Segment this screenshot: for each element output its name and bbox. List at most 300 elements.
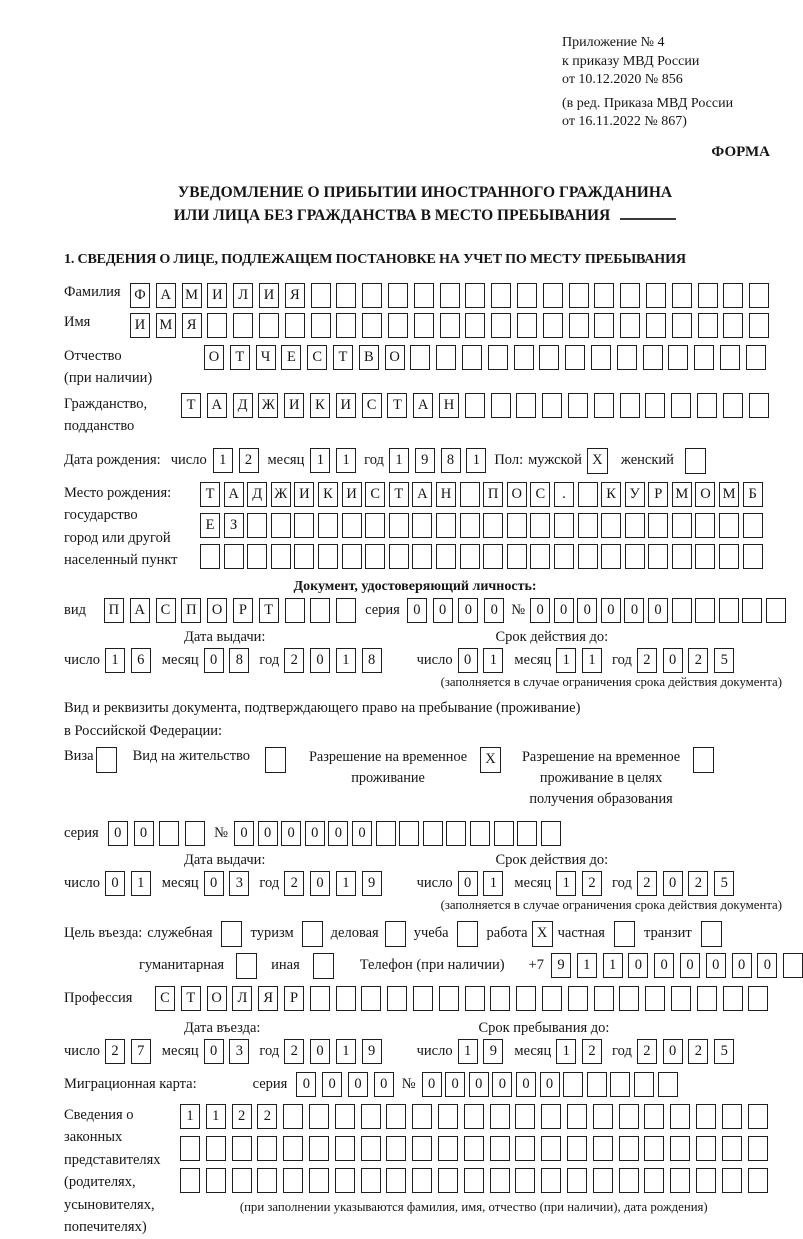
char-cell bbox=[436, 345, 456, 370]
char-cell: 2 bbox=[688, 871, 708, 896]
number-word: № bbox=[401, 1075, 416, 1092]
char-cell bbox=[697, 393, 717, 418]
stay-year-cells bbox=[637, 1039, 734, 1064]
char-cell bbox=[507, 513, 527, 538]
char-cell bbox=[436, 544, 456, 569]
char-cell bbox=[483, 544, 503, 569]
char-cell: 2 bbox=[232, 1104, 252, 1129]
representatives-row2-cells bbox=[180, 1136, 768, 1161]
char-cell: Ж bbox=[258, 393, 278, 418]
char-cell: 0 bbox=[663, 1039, 683, 1064]
char-cell: 0 bbox=[577, 598, 597, 623]
purpose-private-checkbox bbox=[614, 921, 635, 947]
char-cell bbox=[465, 283, 485, 308]
char-cell bbox=[388, 313, 408, 338]
year-word: год bbox=[612, 1042, 632, 1059]
char-cell: 0 bbox=[601, 598, 621, 623]
char-cell bbox=[648, 544, 668, 569]
char-cell bbox=[668, 345, 688, 370]
char-cell: 6 bbox=[131, 648, 151, 673]
char-cell: 0 bbox=[732, 953, 752, 978]
purpose-row bbox=[64, 921, 786, 947]
char-cell bbox=[386, 1168, 406, 1193]
char-cell bbox=[460, 544, 480, 569]
char-cell: 0 bbox=[492, 1072, 512, 1097]
char-cell bbox=[567, 1104, 587, 1129]
issue-date-label: Дата выдачи: bbox=[184, 851, 266, 868]
char-cell: 0 bbox=[458, 871, 478, 896]
residence-valid-month-cells bbox=[556, 871, 602, 896]
char-cell bbox=[412, 1104, 432, 1129]
char-cell bbox=[542, 393, 562, 418]
char-cell bbox=[460, 482, 480, 507]
char-cell bbox=[542, 986, 562, 1011]
char-cell bbox=[159, 821, 179, 846]
char-cell: 1 bbox=[556, 871, 576, 896]
valid-date-group bbox=[417, 648, 742, 673]
char-cell: Е bbox=[281, 345, 301, 370]
entry-year-cells bbox=[284, 1039, 381, 1064]
char-cell bbox=[464, 1136, 484, 1161]
valid-day-cells bbox=[458, 648, 504, 673]
char-cell bbox=[440, 283, 460, 308]
char-cell bbox=[412, 544, 432, 569]
char-cell: 9 bbox=[483, 1039, 503, 1064]
char-cell bbox=[516, 393, 536, 418]
char-cell bbox=[568, 393, 588, 418]
char-cell bbox=[719, 598, 739, 623]
temp-residence-education-label: Разрешение на временное проживание в целях получения образования bbox=[521, 748, 681, 807]
char-cell: 0 bbox=[663, 871, 683, 896]
char-cell bbox=[494, 821, 514, 846]
char-cell bbox=[436, 513, 456, 538]
birth-place-row bbox=[64, 482, 786, 575]
char-cell bbox=[594, 313, 614, 338]
char-cell bbox=[619, 1168, 639, 1193]
char-cell bbox=[698, 283, 718, 308]
char-cell bbox=[309, 1136, 329, 1161]
char-cell: 8 bbox=[229, 648, 249, 673]
char-cell: О bbox=[695, 482, 715, 507]
char-cell: 0 bbox=[305, 821, 325, 846]
char-cell bbox=[460, 513, 480, 538]
char-cell bbox=[644, 1104, 664, 1129]
char-cell bbox=[294, 544, 314, 569]
annex-line: Приложение № 4 bbox=[562, 35, 665, 50]
char-cell bbox=[748, 1104, 768, 1129]
char-cell: 9 bbox=[551, 953, 571, 978]
valid-until-label: Срок действия до: bbox=[495, 851, 609, 868]
purpose-tourism-label: туризм bbox=[250, 925, 294, 941]
char-cell bbox=[465, 393, 485, 418]
char-cell: 2 bbox=[582, 1039, 602, 1064]
char-cell bbox=[671, 986, 691, 1011]
char-cell: 3 bbox=[229, 871, 249, 896]
month-word: месяц bbox=[267, 452, 305, 468]
char-cell bbox=[207, 313, 227, 338]
char-cell bbox=[283, 1168, 303, 1193]
char-cell bbox=[517, 283, 537, 308]
day-word: число bbox=[416, 651, 453, 668]
char-cell: С bbox=[156, 598, 176, 623]
sex-male-label: мужской bbox=[528, 452, 582, 468]
char-cell: С bbox=[530, 482, 550, 507]
birth-date-label: Дата рождения: bbox=[64, 452, 161, 468]
char-cell: 0 bbox=[407, 598, 427, 623]
char-cell: П bbox=[483, 482, 503, 507]
char-cell: 9 bbox=[362, 871, 382, 896]
char-cell: 0 bbox=[134, 821, 154, 846]
char-cell: И bbox=[259, 283, 279, 308]
char-cell: Л bbox=[233, 283, 253, 308]
char-cell: 0 bbox=[258, 821, 278, 846]
char-cell bbox=[695, 544, 715, 569]
title-line-1: УВЕДОМЛЕНИЕ О ПРИБЫТИИ ИНОСТРАННОГО ГРАЖДАНИНА bbox=[177, 183, 673, 201]
char-cell: 8 bbox=[441, 448, 461, 473]
char-cell bbox=[516, 986, 536, 1011]
birth-place-label: Место рождения: государство город или другой населенный пункт bbox=[64, 484, 178, 568]
char-cell bbox=[619, 1136, 639, 1161]
char-cell bbox=[645, 986, 665, 1011]
char-cell bbox=[646, 313, 666, 338]
char-cell: 1 bbox=[389, 448, 409, 473]
char-cell bbox=[648, 513, 668, 538]
surname-label: Фамилия bbox=[64, 283, 121, 300]
purpose-transit-label: транзит bbox=[643, 925, 692, 941]
char-cell: Д bbox=[233, 393, 253, 418]
purpose-business-checkbox bbox=[385, 921, 406, 947]
char-cell bbox=[696, 1168, 716, 1193]
char-cell bbox=[619, 1104, 639, 1129]
char-cell bbox=[206, 1136, 226, 1161]
char-cell: 0 bbox=[445, 1072, 465, 1097]
number-word: № bbox=[214, 824, 228, 841]
char-cell bbox=[541, 1104, 561, 1129]
char-cell: . bbox=[554, 482, 574, 507]
identity-doc-date-labels bbox=[64, 628, 786, 647]
char-cell: 0 bbox=[628, 953, 648, 978]
residence-doc-options-row bbox=[64, 747, 786, 810]
char-cell bbox=[185, 821, 205, 846]
char-cell bbox=[670, 1136, 690, 1161]
identity-doc-row bbox=[64, 598, 786, 623]
sex-male-checkbox: X bbox=[587, 448, 608, 474]
char-cell: А bbox=[156, 283, 176, 308]
char-cell: 0 bbox=[554, 598, 574, 623]
char-cell: С bbox=[307, 345, 327, 370]
residence-series-cells bbox=[108, 821, 205, 846]
char-cell bbox=[490, 1104, 510, 1129]
entry-date-group bbox=[64, 1039, 389, 1064]
char-cell bbox=[180, 1136, 200, 1161]
identity-doc-dates bbox=[64, 648, 786, 673]
char-cell: 1 bbox=[582, 648, 602, 673]
char-cell bbox=[742, 598, 762, 623]
char-cell bbox=[749, 393, 769, 418]
char-cell bbox=[541, 1168, 561, 1193]
migration-card-label: Миграционная карта: bbox=[64, 1075, 197, 1092]
char-cell bbox=[389, 513, 409, 538]
month-word: месяц bbox=[514, 651, 552, 668]
char-cell bbox=[723, 283, 743, 308]
char-cell bbox=[645, 393, 665, 418]
char-cell bbox=[399, 821, 419, 846]
char-cell bbox=[672, 598, 692, 623]
char-cell bbox=[563, 1072, 583, 1097]
title-line-2: ИЛИ ЛИЦА БЕЗ ГРАЖДАНСТВА В МЕСТО ПРЕБЫВАНИЯ bbox=[64, 204, 786, 227]
char-cell: 1 bbox=[483, 871, 503, 896]
birth-month-cells bbox=[310, 448, 356, 473]
char-cell bbox=[491, 393, 511, 418]
char-cell bbox=[569, 313, 589, 338]
char-cell: Я bbox=[258, 986, 278, 1011]
char-cell: 0 bbox=[663, 648, 683, 673]
year-word: год bbox=[259, 1042, 280, 1059]
char-cell bbox=[514, 345, 534, 370]
char-cell bbox=[743, 544, 763, 569]
birth-place-row3-cells bbox=[200, 544, 763, 569]
day-word: число bbox=[416, 1042, 453, 1059]
representatives-label: Сведения о законных представителях (родителях, усыновителях, попечителях) bbox=[64, 1106, 161, 1235]
residence-issue-day-cells bbox=[105, 871, 151, 896]
sex-female-label: женский bbox=[620, 452, 674, 468]
char-cell bbox=[620, 283, 640, 308]
visa-checkbox bbox=[96, 747, 117, 773]
char-cell: С bbox=[362, 393, 382, 418]
char-cell: 1 bbox=[105, 648, 125, 673]
residence-permit-label: Вид на жительство bbox=[132, 747, 251, 764]
char-cell bbox=[361, 1136, 381, 1161]
citizenship-cells bbox=[181, 393, 769, 418]
char-cell: 0 bbox=[757, 953, 777, 978]
patronymic-label: Отчество (при наличии) bbox=[64, 347, 153, 386]
char-cell bbox=[743, 513, 763, 538]
citizenship-label: Гражданство, подданство bbox=[64, 395, 148, 434]
day-word: число bbox=[64, 651, 100, 668]
char-cell bbox=[567, 1168, 587, 1193]
residence-permit-checkbox bbox=[265, 747, 286, 773]
char-cell: 2 bbox=[239, 448, 259, 473]
char-cell bbox=[423, 821, 443, 846]
char-cell bbox=[335, 1136, 355, 1161]
char-cell bbox=[515, 1136, 535, 1161]
char-cell: Т bbox=[181, 986, 201, 1011]
char-cell: 0 bbox=[516, 1072, 536, 1097]
day-word: число bbox=[416, 874, 453, 891]
char-cell bbox=[336, 986, 356, 1011]
char-cell bbox=[723, 313, 743, 338]
purpose-study-checkbox bbox=[457, 921, 478, 947]
doc-type-cells bbox=[104, 598, 356, 623]
char-cell bbox=[593, 1168, 613, 1193]
residence-valid-group bbox=[417, 871, 742, 896]
birth-place-cells-block bbox=[200, 482, 763, 575]
residence-issue-month-cells bbox=[204, 871, 250, 896]
char-cell: К bbox=[318, 482, 338, 507]
profession-row bbox=[64, 986, 786, 1011]
char-cell: Т bbox=[200, 482, 220, 507]
representatives-row bbox=[64, 1104, 786, 1239]
char-cell: Т bbox=[181, 393, 201, 418]
valid-month-cells bbox=[556, 648, 602, 673]
char-cell: 0 bbox=[458, 648, 478, 673]
char-cell bbox=[361, 1104, 381, 1129]
surname-row bbox=[64, 283, 786, 308]
char-cell bbox=[365, 544, 385, 569]
char-cell: 0 bbox=[108, 821, 128, 846]
number-word: № bbox=[511, 601, 526, 618]
char-cell: 0 bbox=[469, 1072, 489, 1097]
valid-until-label: Срок действия до: bbox=[495, 628, 609, 645]
char-cell bbox=[695, 513, 715, 538]
char-cell bbox=[438, 1168, 458, 1193]
char-cell bbox=[670, 1104, 690, 1129]
char-cell: Е bbox=[200, 513, 220, 538]
char-cell bbox=[567, 1136, 587, 1161]
char-cell bbox=[413, 986, 433, 1011]
char-cell bbox=[259, 313, 279, 338]
char-cell: С bbox=[155, 986, 175, 1011]
char-cell: 0 bbox=[296, 1072, 316, 1097]
char-cell bbox=[336, 283, 356, 308]
char-cell bbox=[388, 283, 408, 308]
birth-date-row bbox=[64, 448, 786, 474]
char-cell: 2 bbox=[688, 648, 708, 673]
char-cell bbox=[578, 482, 598, 507]
char-cell bbox=[746, 345, 766, 370]
char-cell: М bbox=[672, 482, 692, 507]
char-cell bbox=[439, 986, 459, 1011]
char-cell bbox=[610, 1072, 630, 1097]
char-cell: 0 bbox=[433, 598, 453, 623]
char-cell bbox=[438, 1136, 458, 1161]
char-cell: 1 bbox=[458, 1039, 478, 1064]
purpose-tourism-checkbox bbox=[302, 921, 323, 947]
char-cell: 0 bbox=[530, 598, 550, 623]
patronymic-cells bbox=[204, 345, 766, 370]
char-cell bbox=[311, 313, 331, 338]
char-cell bbox=[490, 1168, 510, 1193]
name-row bbox=[64, 313, 786, 338]
char-cell bbox=[695, 598, 715, 623]
purpose-other-checkbox bbox=[313, 953, 334, 979]
char-cell bbox=[543, 283, 563, 308]
purpose-official-label: служебная bbox=[147, 925, 213, 941]
char-cell: 8 bbox=[362, 648, 382, 673]
char-cell: 0 bbox=[706, 953, 726, 978]
char-cell bbox=[554, 513, 574, 538]
patronymic-row bbox=[64, 345, 786, 390]
char-cell bbox=[318, 513, 338, 538]
char-cell: Я bbox=[285, 283, 305, 308]
char-cell bbox=[361, 1168, 381, 1193]
char-cell: З bbox=[224, 513, 244, 538]
char-cell: А bbox=[412, 482, 432, 507]
char-cell bbox=[438, 1104, 458, 1129]
char-cell bbox=[247, 513, 267, 538]
char-cell bbox=[412, 513, 432, 538]
residence-doc-dates bbox=[64, 871, 786, 896]
char-cell: 2 bbox=[284, 871, 304, 896]
char-cell bbox=[414, 283, 434, 308]
char-cell: 5 bbox=[714, 871, 734, 896]
char-cell: Л bbox=[232, 986, 252, 1011]
char-cell bbox=[389, 544, 409, 569]
char-cell: 1 bbox=[483, 648, 503, 673]
char-cell: В bbox=[359, 345, 379, 370]
valid-year-cells bbox=[637, 648, 734, 673]
char-cell: Т bbox=[333, 345, 353, 370]
char-cell bbox=[310, 986, 330, 1011]
purpose-study-label: учеба bbox=[413, 925, 449, 941]
char-cell bbox=[342, 544, 362, 569]
char-cell: 1 bbox=[180, 1104, 200, 1129]
char-cell bbox=[271, 544, 291, 569]
char-cell: Т bbox=[230, 345, 250, 370]
year-word: год bbox=[259, 874, 280, 891]
year-word: год bbox=[612, 874, 632, 891]
char-cell bbox=[601, 513, 621, 538]
char-cell: 0 bbox=[328, 821, 348, 846]
stay-until-group bbox=[417, 1039, 742, 1064]
annex-block bbox=[562, 34, 786, 132]
issue-month-cells bbox=[204, 648, 250, 673]
char-cell: К bbox=[310, 393, 330, 418]
char-cell bbox=[490, 986, 510, 1011]
char-cell: 1 bbox=[577, 953, 597, 978]
char-cell bbox=[232, 1168, 252, 1193]
char-cell: М bbox=[182, 283, 202, 308]
doc-series-cells bbox=[407, 598, 504, 623]
surname-cells bbox=[130, 283, 769, 308]
char-cell bbox=[554, 544, 574, 569]
residence-doc-date-labels bbox=[64, 851, 786, 870]
limit-note: (заполняется в случае ограничения срока действия документа) bbox=[440, 897, 782, 912]
char-cell bbox=[285, 598, 305, 623]
purpose-work-checkbox: X bbox=[532, 921, 553, 947]
char-cell bbox=[530, 544, 550, 569]
char-cell bbox=[376, 821, 396, 846]
char-cell bbox=[362, 283, 382, 308]
char-cell: 0 bbox=[204, 871, 224, 896]
char-cell bbox=[530, 513, 550, 538]
char-cell: Т bbox=[387, 393, 407, 418]
char-cell bbox=[335, 1168, 355, 1193]
char-cell bbox=[723, 986, 743, 1011]
char-cell bbox=[490, 1136, 510, 1161]
char-cell: 0 bbox=[310, 648, 330, 673]
char-cell: 7 bbox=[131, 1039, 151, 1064]
profession-cells bbox=[155, 986, 768, 1011]
char-cell: 0 bbox=[204, 1039, 224, 1064]
issue-day-cells bbox=[105, 648, 151, 673]
char-cell: И bbox=[130, 313, 150, 338]
char-cell bbox=[271, 513, 291, 538]
char-cell bbox=[748, 986, 768, 1011]
char-cell: И bbox=[342, 482, 362, 507]
char-cell bbox=[578, 513, 598, 538]
char-cell: П bbox=[181, 598, 201, 623]
char-cell bbox=[593, 1136, 613, 1161]
name-label: Имя bbox=[64, 313, 91, 330]
char-cell bbox=[488, 345, 508, 370]
char-cell: 0 bbox=[352, 821, 372, 846]
char-cell: И bbox=[294, 482, 314, 507]
char-cell: Н bbox=[436, 482, 456, 507]
char-cell bbox=[593, 1104, 613, 1129]
phone-cells bbox=[551, 953, 803, 978]
edition-line: от 16.11.2022 № 867) bbox=[562, 114, 687, 129]
